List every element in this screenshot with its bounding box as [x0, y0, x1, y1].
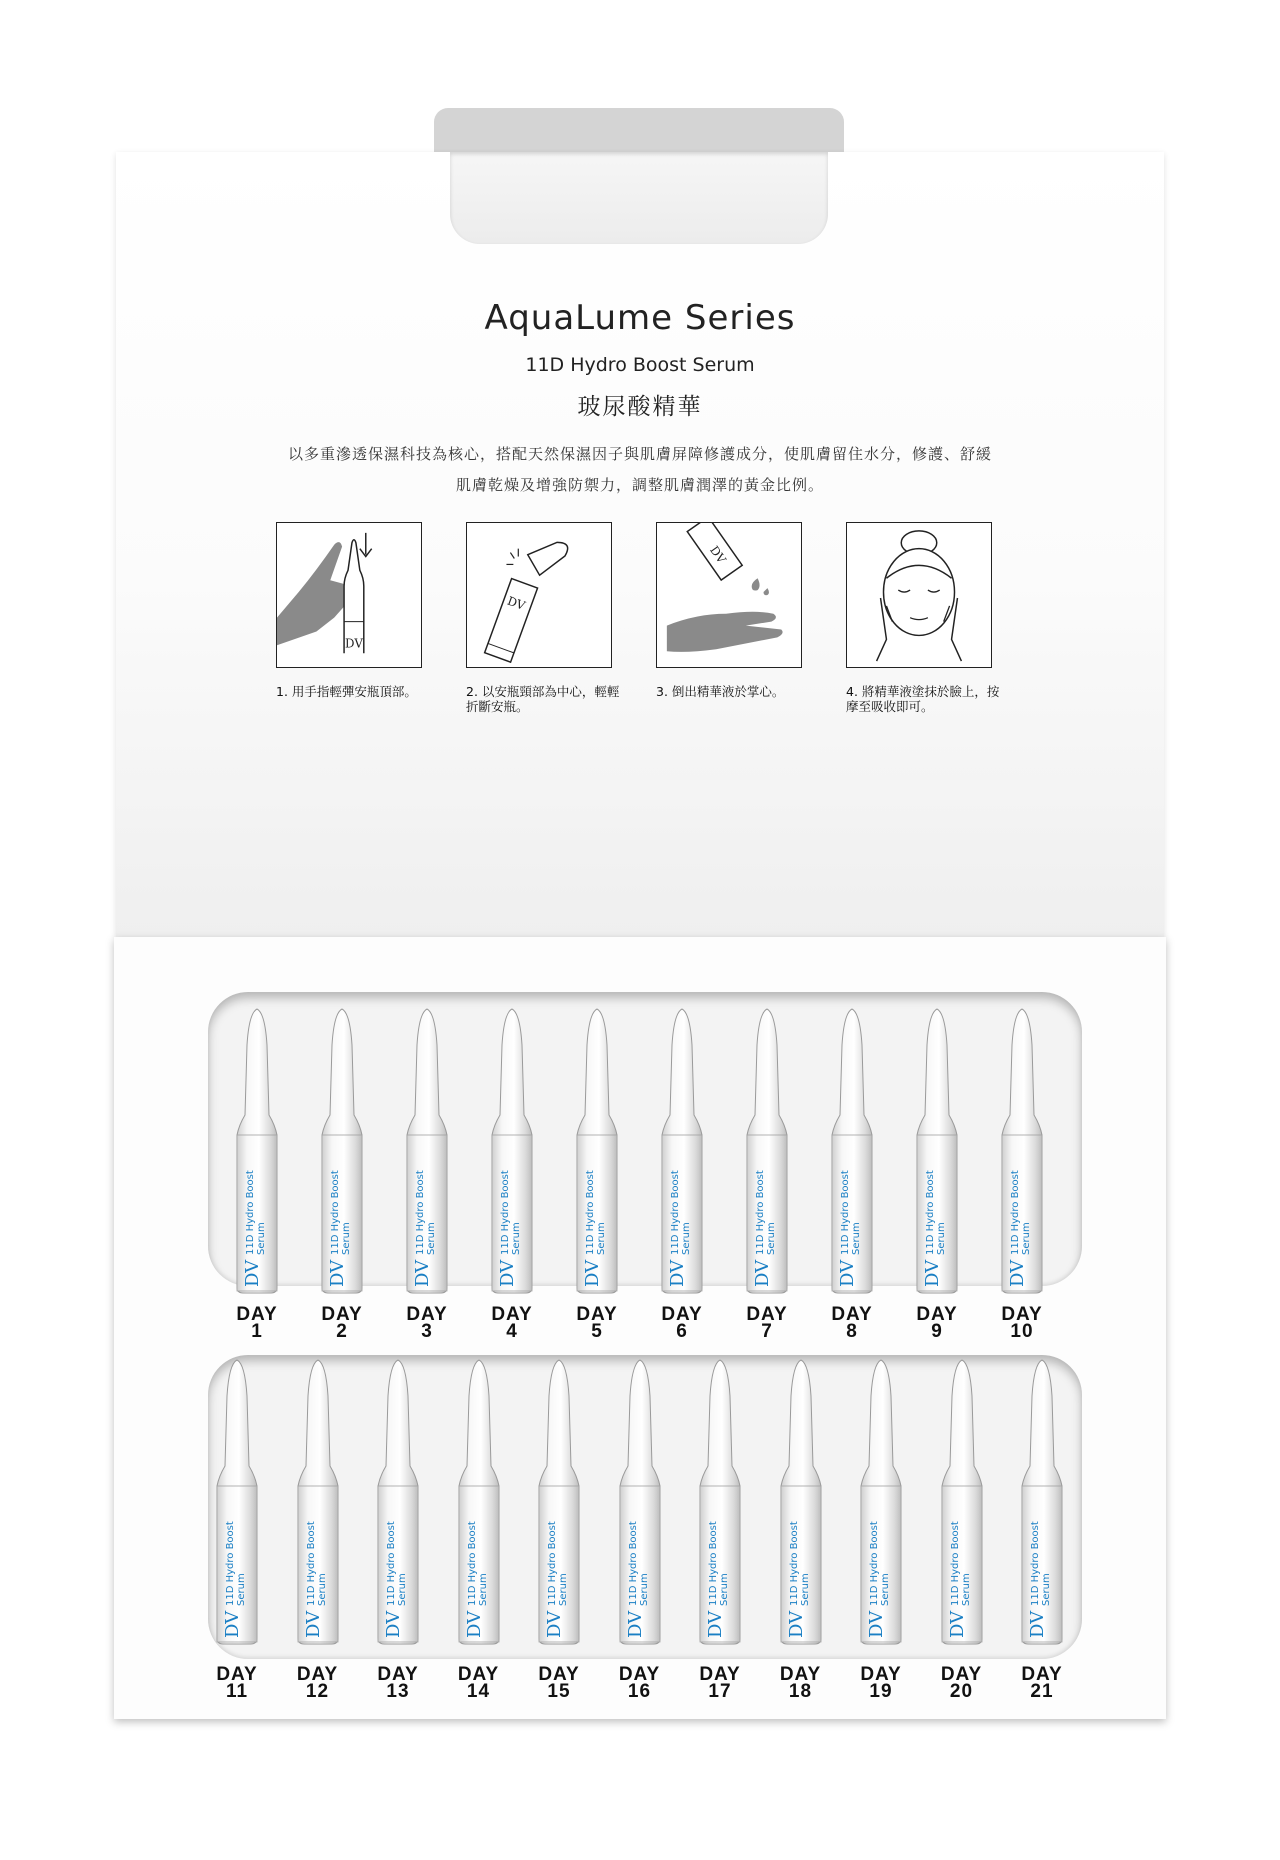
ampoule-day-15[interactable]: [533, 1356, 585, 1646]
day-label-12: DAY 12: [296, 1664, 339, 1702]
day-label-17: DAY 17: [699, 1664, 741, 1702]
ampoule-day-1[interactable]: [231, 1005, 283, 1295]
svg-text:11D Hydro Boost: 11D Hydro Boost: [585, 1170, 596, 1255]
finger-tap-ampoule-icon: [276, 522, 422, 668]
day-label-20: DAY 20: [940, 1664, 983, 1702]
svg-text:DV: DV: [463, 1610, 485, 1638]
svg-text:11D Hydro Boost: 11D Hydro Boost: [627, 1521, 639, 1606]
ampoule-day-10[interactable]: [996, 1005, 1048, 1295]
step-2-caption: 2. 以安瓶頸部為中心，輕輕折斷安瓶。: [466, 684, 620, 714]
svg-text:DV: DV: [497, 1259, 518, 1287]
ampoule-day-6[interactable]: [656, 1005, 708, 1295]
day-label-9: DAY 9: [916, 1304, 958, 1342]
svg-text:DV: DV: [922, 1259, 943, 1287]
svg-text:DV: DV: [582, 1259, 603, 1287]
day-label-16: DAY 16: [618, 1664, 661, 1702]
svg-text:Serum: Serum: [558, 1573, 569, 1606]
svg-text:DV: DV: [946, 1610, 968, 1638]
svg-text:11D Hydro Boost: 11D Hydro Boost: [547, 1521, 558, 1606]
svg-text:Serum: Serum: [511, 1222, 522, 1255]
svg-text:DV: DV: [222, 1610, 243, 1638]
day-label-11: DAY 11: [216, 1664, 258, 1702]
svg-text:DV: DV: [752, 1259, 773, 1287]
svg-text:DV: DV: [383, 1610, 404, 1638]
svg-text:Serum: Serum: [1021, 1222, 1032, 1255]
svg-text:11D Hydro Boost: 11D Hydro Boost: [305, 1521, 317, 1606]
svg-text:Serum: Serum: [236, 1573, 247, 1606]
svg-text:11D Hydro Boost: 11D Hydro Boost: [755, 1170, 766, 1255]
svg-text:Serum: Serum: [1041, 1573, 1052, 1606]
svg-text:Serum: Serum: [880, 1573, 891, 1606]
svg-text:Serum: Serum: [256, 1222, 267, 1255]
svg-text:DV: DV: [866, 1610, 887, 1638]
svg-text:Serum: Serum: [341, 1222, 352, 1255]
svg-text:DV: DV: [1007, 1259, 1028, 1287]
day-label-13: DAY 13: [377, 1664, 419, 1702]
svg-text:11D Hydro Boost: 11D Hydro Boost: [925, 1170, 936, 1255]
svg-text:11D Hydro Boost: 11D Hydro Boost: [330, 1170, 341, 1255]
day-label-18: DAY 18: [779, 1664, 822, 1702]
svg-text:DV: DV: [624, 1610, 646, 1638]
ampoule-day-13[interactable]: [372, 1356, 424, 1646]
svg-text:Serum: Serum: [316, 1573, 328, 1606]
ampoule-day-19[interactable]: [855, 1356, 907, 1646]
svg-text:Serum: Serum: [719, 1573, 730, 1606]
svg-text:DV: DV: [785, 1610, 807, 1638]
day-label-5: DAY 5: [576, 1304, 618, 1342]
svg-text:DV: DV: [345, 636, 363, 651]
day-label-1: DAY 1: [236, 1304, 278, 1342]
svg-text:Serum: Serum: [799, 1573, 811, 1606]
day-label-3: DAY 3: [406, 1304, 448, 1342]
ampoule-day-9[interactable]: [911, 1005, 963, 1295]
day-label-21: DAY 21: [1021, 1664, 1063, 1702]
step-4: [846, 522, 1036, 714]
pour-to-palm-icon: [656, 522, 802, 668]
ampoule-day-2[interactable]: [316, 1005, 368, 1295]
svg-text:11D Hydro Boost: 11D Hydro Boost: [245, 1170, 256, 1255]
svg-text:11D Hydro Boost: 11D Hydro Boost: [415, 1170, 426, 1255]
ampoule-day-7[interactable]: [741, 1005, 793, 1295]
svg-text:DV: DV: [412, 1259, 433, 1287]
svg-text:DV: DV: [505, 593, 528, 613]
step-2: [466, 522, 656, 714]
day-label-15: DAY 15: [538, 1664, 580, 1702]
day-label-4: DAY 4: [491, 1304, 533, 1342]
svg-text:Serum: Serum: [596, 1222, 607, 1255]
svg-text:Serum: Serum: [766, 1222, 777, 1255]
svg-text:11D Hydro Boost: 11D Hydro Boost: [869, 1521, 880, 1606]
svg-text:11D Hydro Boost: 11D Hydro Boost: [225, 1521, 236, 1606]
svg-text:DV: DV: [705, 1610, 726, 1638]
svg-text:DV: DV: [837, 1259, 858, 1287]
day-label-2: DAY 2: [321, 1304, 363, 1342]
svg-text:Serum: Serum: [960, 1573, 972, 1606]
svg-text:11D Hydro Boost: 11D Hydro Boost: [670, 1170, 681, 1255]
product-name-zh: 玻尿酸精華: [577, 394, 703, 420]
svg-text:Serum: Serum: [681, 1222, 692, 1255]
ampoule-day-12[interactable]: [292, 1356, 344, 1646]
ampoule-day-16[interactable]: [614, 1356, 666, 1646]
description-line-1: 以多重滲透保濕科技為核心，搭配天然保濕因子與肌膚屏障修護成分，使肌膚留住水分，修護、舒緩: [287, 445, 992, 463]
ampoule-day-3[interactable]: [401, 1005, 453, 1295]
svg-text:Serum: Serum: [426, 1222, 437, 1255]
svg-text:Serum: Serum: [638, 1573, 650, 1606]
ampoule-day-20[interactable]: [936, 1356, 988, 1646]
lid-tab-notch[interactable]: [450, 152, 828, 244]
apply-face-icon: [846, 522, 992, 668]
day-label-8: DAY 8: [831, 1304, 873, 1342]
ampoule-day-14[interactable]: [453, 1356, 505, 1646]
product-name: 11D Hydro Boost Serum: [525, 354, 755, 376]
svg-text:DV: DV: [544, 1610, 565, 1638]
step-3-caption: 3. 倒出精華液於掌心。: [656, 684, 785, 699]
ampoule-day-21[interactable]: [1016, 1356, 1068, 1646]
svg-text:11D Hydro Boost: 11D Hydro Boost: [500, 1170, 511, 1255]
day-label-19: DAY 19: [860, 1664, 902, 1702]
svg-text:11D Hydro Boost: 11D Hydro Boost: [1010, 1170, 1021, 1255]
svg-text:11D Hydro Boost: 11D Hydro Boost: [386, 1521, 397, 1606]
series-title: AquaLume Series: [484, 298, 796, 338]
svg-text:11D Hydro Boost: 11D Hydro Boost: [840, 1170, 851, 1255]
ampoule-day-4[interactable]: [486, 1005, 538, 1295]
ampoule-day-18[interactable]: [775, 1356, 827, 1646]
step-4-caption: 4. 將精華液塗抹於臉上，按摩至吸收即可。: [846, 684, 1000, 714]
ampoule-day-5[interactable]: [571, 1005, 623, 1295]
svg-text:DV: DV: [302, 1610, 324, 1638]
svg-text:11D Hydro Boost: 11D Hydro Boost: [949, 1521, 961, 1606]
svg-text:Serum: Serum: [477, 1573, 489, 1606]
description-line-2: 肌膚乾燥及增強防禦力，調整肌膚潤澤的黃金比例。: [455, 476, 824, 494]
svg-text:DV: DV: [327, 1259, 348, 1287]
svg-text:11D Hydro Boost: 11D Hydro Boost: [466, 1521, 478, 1606]
svg-text:11D Hydro Boost: 11D Hydro Boost: [788, 1521, 800, 1606]
svg-text:DV: DV: [1027, 1610, 1048, 1638]
svg-text:DV: DV: [667, 1259, 688, 1287]
svg-text:Serum: Serum: [936, 1222, 947, 1255]
snap-ampoule-icon: [466, 522, 612, 668]
ampoule-day-8[interactable]: [826, 1005, 878, 1295]
day-label-14: DAY 14: [457, 1664, 500, 1702]
ampoule-day-17[interactable]: [694, 1356, 746, 1646]
svg-text:11D Hydro Boost: 11D Hydro Boost: [708, 1521, 719, 1606]
day-label-7: DAY 7: [746, 1304, 788, 1342]
step-1: [276, 522, 466, 699]
ampoule-day-11[interactable]: [211, 1356, 263, 1646]
svg-text:Serum: Serum: [851, 1222, 862, 1255]
svg-text:DV: DV: [707, 543, 729, 567]
day-label-10: DAY 10: [1001, 1304, 1043, 1342]
svg-text:Serum: Serum: [397, 1573, 408, 1606]
svg-text:11D Hydro Boost: 11D Hydro Boost: [1030, 1521, 1041, 1606]
svg-text:DV: DV: [242, 1259, 263, 1287]
step-3: [656, 522, 846, 699]
day-label-6: DAY 6: [661, 1304, 703, 1342]
step-1-caption: 1. 用手指輕彈安瓶頂部。: [276, 684, 417, 699]
